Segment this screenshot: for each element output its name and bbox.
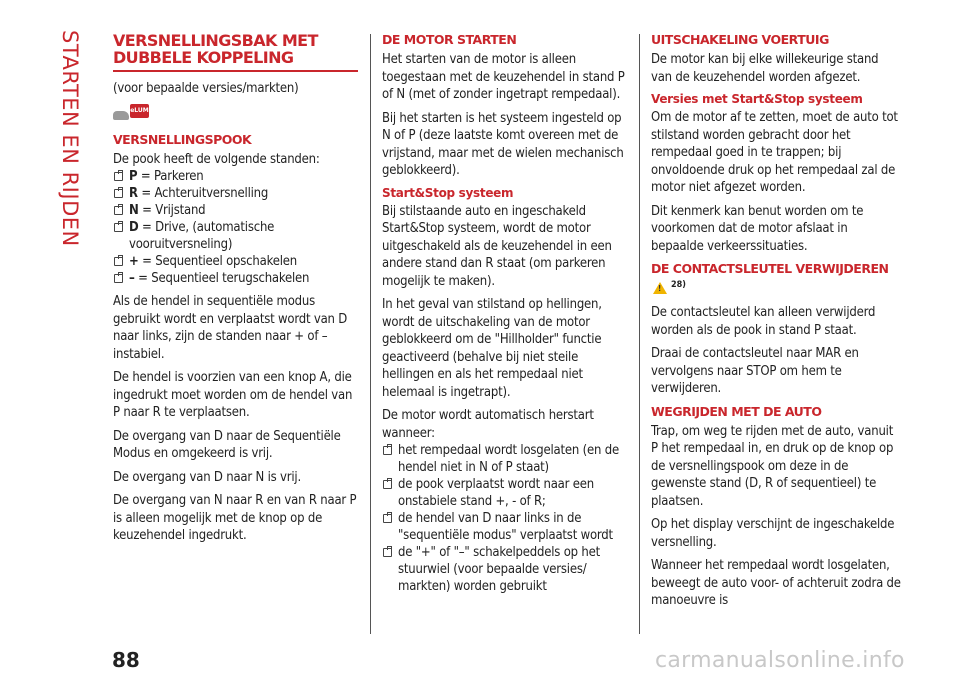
heading-rule [113, 70, 358, 72]
paragraph: Het starten van de motor is alleen toegestaan met de keuzehendel in stand P of N (met of zonder ingetrapt rempedaal). [382, 52, 625, 102]
paragraph: Bij stilstaande auto en ingeschakeld Start&Stop systeem, wordt de motor uitgeschakeld als de keuzehendel in een andere stand dan R staat (om parkeren mogelijk te maken). [382, 203, 612, 289]
gear-item-minus: – = Sequentieel terugschakelen [113, 270, 358, 287]
heading-engine-start: DE MOTOR STARTEN [382, 32, 517, 47]
bullet-icon [383, 446, 392, 455]
paragraph: De motor wordt automatisch herstart wanneer: [382, 408, 594, 441]
column-1 [113, 32, 358, 551]
heading-remove-key: DE CONTACTSLEUTEL VERWIJDEREN [651, 261, 889, 276]
column-3 [651, 32, 901, 616]
paragraph: In het geval van stilstand op hellingen, wordt de uitschakeling van de motor geblokkeerd om de "Hillholder" functie geactiveerd (behalve bij niet steile hellingen en als het rempedaal niet helemaal is ingetrapt). [382, 297, 602, 400]
gear-item-r: R = Achteruitversnelling [113, 185, 358, 202]
warning-ref-number: 28) [671, 280, 686, 290]
paragraph: De overgang van D naar de Sequentiële Modus en omgekeerd is vrij. [113, 428, 341, 461]
bullet-icon [383, 514, 392, 523]
paragraph: Op het display verschijnt de ingeschakelde versnelling. [651, 517, 895, 550]
restart-condition-item: de "+" of "–" schakelpeddels op het stuurwiel (voor bepaalde versies/ markten) worden gebruikt [382, 544, 630, 595]
subtitle: (voor bepaalde versies/markten) [113, 81, 299, 96]
paragraph: De hendel is voorzien van een knop A, die ingedrukt moet worden om de hendel van P naar R te verplaatsen. [113, 370, 353, 420]
paragraph: De contactsleutel kan alleen verwijderd worden als de pook in stand P staat. [651, 305, 876, 338]
restart-condition-item: het rempedaal wordt losgelaten (en de hendel niet in N of P staat) [382, 442, 630, 476]
column-divider-1 [370, 34, 371, 634]
column-divider-2 [639, 34, 640, 634]
heading-vehicle-shutdown: UITSCHAKELING VOERTUIG [651, 32, 829, 47]
column-2 [382, 32, 630, 595]
bullet-icon [114, 189, 123, 198]
bullet-icon [383, 548, 392, 557]
warning-reference: ! 28) [651, 280, 901, 298]
heading-drive-off: WEGRIJDEN MET DE AUTO [651, 403, 822, 419]
restart-condition-item: de hendel van D naar links in de "sequentiële modus" verplaatst wordt [382, 510, 630, 544]
paragraph: Bij het starten is het systeem ingesteld op N of P (deze laatste komt overeen met de vrijstand, maar met de wielen mechanisch geblokkeerd). [382, 110, 624, 178]
main-heading-line-1: VERSNELLINGSBAK MET [113, 31, 318, 50]
gear-item-n: N = Vrijstand [113, 202, 358, 219]
page-number: 88 [112, 648, 140, 672]
paragraph: Wanneer het rempedaal wordt losgelaten, beweegt de auto voor- of achteruit zodra de manoeuvre is [651, 558, 901, 608]
paragraph: De motor kan bij elke willekeurige stand van de keuzehendel worden afgezet. [651, 52, 879, 85]
car-icon [113, 111, 129, 120]
paragraph: De overgang van D naar N is vrij. [113, 469, 301, 485]
section-heading-gear-lever: VERSNELLINGSPOOK [113, 131, 252, 147]
restart-condition-item: de pook verplaatst wordt naar een onstabiele stand +, - of R; [382, 476, 630, 510]
main-heading [113, 32, 358, 66]
gear-intro: De pook heeft de volgende standen: [113, 151, 320, 167]
paragraph: De overgang van N naar R en van R naar P is alleen mogelijk met de knop op de keuzehendel ingedrukt. [113, 493, 357, 543]
watermark: carmanualsonline.info [655, 648, 905, 673]
bullet-icon [114, 206, 123, 215]
paragraph: Draai de contactsleutel naar MAR en vervolgens naar STOP om hem te verwijderen. [651, 346, 859, 396]
gear-item-plus: + = Sequentieel opschakelen [113, 253, 358, 270]
bullet-icon [114, 274, 123, 283]
version-icons [113, 104, 358, 126]
bullet-icon [114, 223, 123, 232]
paragraph: Om de motor af te zetten, moet de auto tot stilstand worden gebracht door het rempedaal goed in te trappen; bij onvoldoende druk op het rempedaal zal de motor niet afgezet worden. [651, 110, 898, 195]
paragraph: Trap, om weg te rijden met de auto, vanuit P het rempedaal in, en druk op de knop op de versnellingspook om deze in de gewenste stand (D, R of sequentieel) te plaatsen. [651, 423, 894, 509]
bullet-icon [114, 257, 123, 266]
main-heading-line-2: DUBBELE KOPPELING [113, 48, 294, 67]
paragraph: Als de hendel in sequentiële modus gebruikt wordt en verplaatst wordt van D naar links, zijn de standen naar + of – instabiel. [113, 294, 348, 362]
elum-badge-icon: eLUM [130, 104, 149, 118]
bullet-icon [114, 172, 123, 181]
paragraph: Dit kenmerk kan benut worden om te voorkomen dat de motor afslaat in bepaalde verkeerssituaties. [651, 203, 864, 254]
gear-item-d: D = Drive, (automatische vooruitversneling) [113, 219, 358, 253]
gear-item-p: P = Parkeren [113, 168, 358, 185]
bullet-icon [383, 480, 392, 489]
subheading-start-stop: Start&Stop systeem [382, 185, 514, 200]
chapter-side-title [58, 30, 82, 245]
chapter-side-title-text: STARTEN EN RIJDEN [58, 30, 82, 247]
subheading-start-stop-versions: Versies met Start&Stop systeem [651, 92, 863, 106]
